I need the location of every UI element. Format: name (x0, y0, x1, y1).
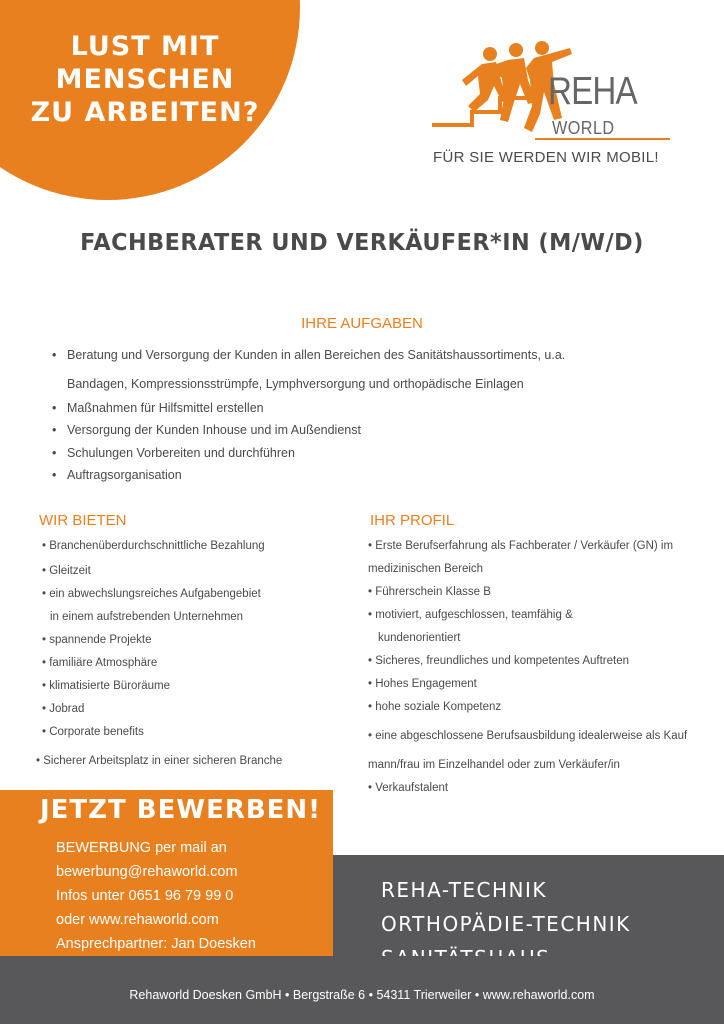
list-item (52, 466, 712, 489)
aufgaben-heading: IHRE AUFGABEN (301, 315, 423, 332)
list-item: • familiäre Atmosphäre (42, 657, 158, 669)
apply-phone: Infos unter 0651 96 79 99 0 (56, 888, 234, 904)
bullet-icon: • (52, 348, 57, 362)
list-item: • hohe soziale Kompetenz (368, 701, 502, 713)
footer-address: Rehaworld Doesken GmbH • Bergstraße 6 • 54311 Trierweiler • www.rehaworld.com (129, 988, 595, 1002)
list-item: • Branchenüberdurchschnittliche Bezahlung (42, 540, 265, 552)
list-item: • klimatisierte Büroräume (42, 680, 171, 692)
apply-contact (56, 836, 256, 956)
list-item: • Verkaufstalent (368, 782, 449, 794)
bullet-icon: • (52, 400, 57, 415)
list-item: • Sicheres, freundliches und kompetentes Auftreten (368, 655, 630, 667)
list-item: • Hohes Engagement (368, 678, 477, 690)
list-item: • Erste Berufserfahrung als Fachberater / Verkäufer (GN) im (368, 540, 674, 552)
list-item: kundenorientiert (378, 632, 461, 644)
list-item: • spannende Projekte (42, 634, 152, 646)
list-item: • eine abgeschlossene Berufsausbildung idealerweise als Kauf (368, 730, 688, 742)
aufgaben-list (52, 346, 712, 489)
apply-line: BEWERBUNG per mail an (56, 840, 227, 856)
list-item (52, 444, 712, 467)
list-item-text: Auftragsorganisation (67, 468, 182, 482)
apply-heading: JETZT BEWERBEN! (40, 795, 322, 825)
list-item: • Führerschein Klasse B (368, 586, 491, 598)
list-item (52, 421, 712, 444)
job-title: FACHBERATER UND VERKÄUFER*IN (M/W/D) (80, 230, 644, 256)
list-item: • motiviert, aufgeschlossen, teamfähig & (368, 609, 573, 621)
logo-slogan: FÜR SIE WERDEN WIR MOBIL! (433, 149, 659, 166)
bullet-icon: • (52, 468, 57, 482)
list-item: • Gleitzeit (42, 565, 91, 577)
headline-line: LUST MIT (70, 31, 220, 62)
profil-heading: IHR PROFIL (370, 512, 455, 529)
list-item-text: Beratung und Versorgung der Kunden in allen Bereichen des Sanitätshaussortiments, u.a. (67, 348, 566, 362)
list-item-text: Maßnahmen für Hilfsmittel erstellen (67, 400, 264, 415)
list-item: in einem aufstrebenden Unternehmen (50, 611, 244, 623)
list-item: mann/frau im Einzelhandel oder zum Verkäufer/in (368, 759, 620, 771)
bullet-icon: • (52, 445, 57, 460)
service-item: ORTHOPÄDIE-TECHNIK (381, 912, 631, 936)
headline-line: MENSCHEN (55, 64, 235, 95)
list-item (52, 399, 712, 422)
list-item-text: Schulungen Vorbereiten und durchführen (67, 445, 295, 460)
bieten-heading: WIR BIETEN (39, 512, 127, 529)
bieten-list (36, 537, 283, 775)
list-item-text: Versorgung der Kunden Inhouse und im Außendienst (67, 423, 361, 437)
apply-website[interactable]: oder www.rehaworld.com (56, 912, 219, 928)
headline (20, 30, 270, 129)
apply-email[interactable]: bewerbung@rehaworld.com (56, 864, 238, 880)
list-item: • Corporate benefits (42, 726, 144, 738)
logo-word-world: WORLD (552, 118, 615, 138)
list-item: • Sicherer Arbeitsplatz in einer sicheren Branche (36, 755, 283, 767)
list-item (52, 346, 712, 369)
apply-contact-person: Ansprechpartner: Jan Doesken (56, 936, 256, 952)
list-item (52, 369, 712, 399)
bullet-icon: • (52, 423, 57, 437)
list-item-text: Bandagen, Kompressionsstrümpfe, Lymphversorgung und orthopädische Einlagen (67, 376, 524, 391)
service-item: REHA-TECHNIK (381, 878, 548, 902)
profil-list (368, 537, 687, 802)
list-item: • ein abwechslungsreiches Aufgabengebiet (42, 588, 261, 600)
list-item: • Jobrad (42, 703, 85, 715)
headline-line: ZU ARBEITEN? (30, 97, 260, 128)
list-item: medizinischen Bereich (368, 563, 484, 575)
logo-word-reha: REHA (548, 70, 637, 113)
